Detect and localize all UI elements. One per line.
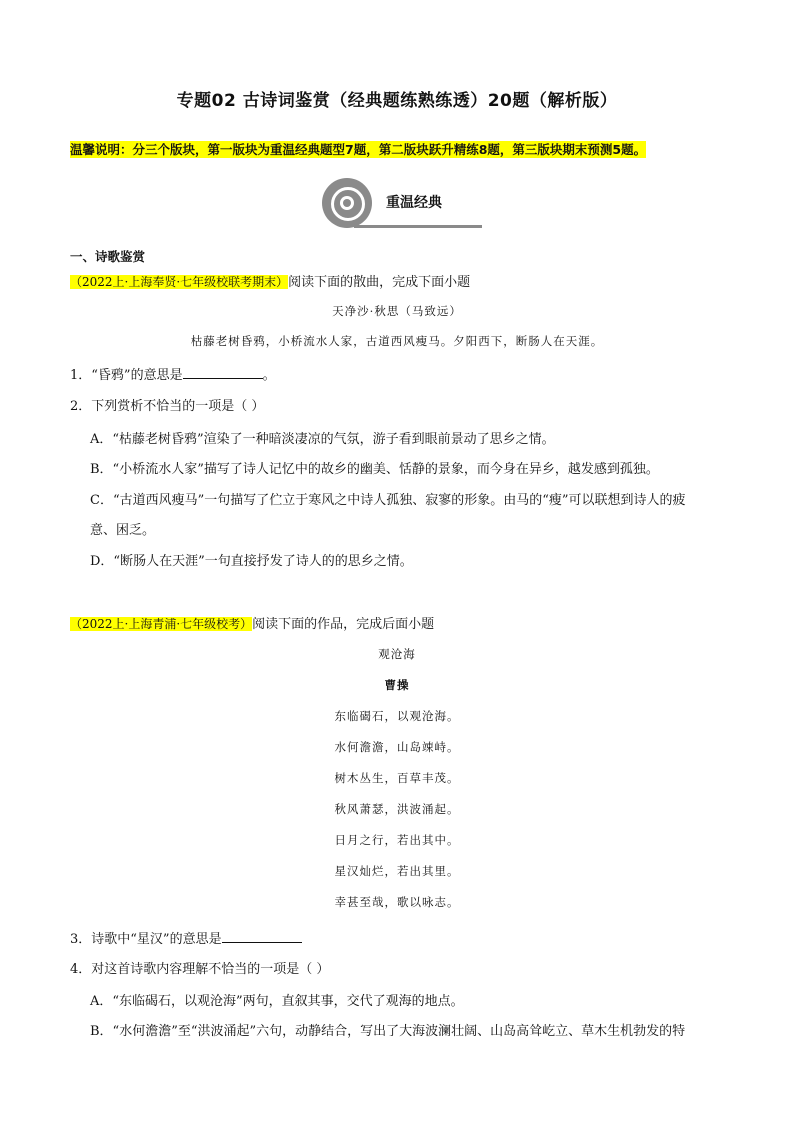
option-c: C．“古道西风瘦马”一句描写了伫立于寒风之中诗人孤独、寂寥的形象。由马的“瘦”可以联想到诗人的疲 (90, 493, 686, 508)
q1-source: （2022上·上海奉贤·七年级校联考期末） (70, 275, 289, 289)
page-title: 专题02 古诗词鉴赏（经典题练熟练透）20题（解析版） (176, 91, 618, 111)
target-icon-bullseye (343, 199, 351, 207)
option-a: A．“枯藤老树昏鸦”渲染了一种暗淡凄凉的气氛，游子看到眼前景动了思乡之情。 (90, 432, 555, 447)
question-1-prefix: 1．“昏鸦”的意思是 (70, 368, 183, 383)
option-c-continued: 意、困乏。 (90, 523, 156, 538)
poem-line: 星汉灿烂，若出其里。 (334, 864, 460, 878)
q3-source: （2022上·上海青浦·七年级校考） (70, 617, 253, 631)
question-2: 2．下列赏析不恰当的一项是（ ） (70, 399, 265, 414)
q3-poem-title: 观沧海 (378, 647, 416, 661)
notice-highlight: 温馨说明：分三个版块，第一版块为重温经典题型7题，第二版块跃升精练8题，第三版块期末预测5题。 (70, 142, 647, 157)
poem-line: 秋风萧瑟，洪波涌起。 (334, 802, 460, 816)
section-badge (322, 178, 482, 228)
section-heading: 一、诗歌鉴赏 (70, 249, 146, 264)
answer-blank (183, 366, 263, 379)
q1-poem-text: 枯藤老树昏鸦，小桥流水人家，古道西风瘦马。夕阳西下，断肠人在天涯。 (190, 334, 604, 348)
question-3-prefix: 3．诗歌中“星汉”的意思是 (70, 932, 222, 947)
q3-intro: 阅读下面的作品，完成后面小题 (252, 617, 435, 632)
q1-source-line (70, 271, 470, 290)
question-4: 4．对这首诗歌内容理解不恰当的一项是（ ） (70, 962, 330, 977)
question-1 (70, 364, 276, 383)
q3-source-line (70, 613, 434, 632)
answer-blank (222, 930, 302, 943)
q3-poem-author: 曹操 (384, 678, 410, 692)
badge-underline (354, 225, 482, 228)
poem-line: 日月之行，若出其中。 (334, 833, 460, 847)
poem-line: 东临碣石，以观沧海。 (334, 709, 460, 723)
poem-line: 树木丛生，百草丰茂。 (334, 771, 460, 785)
option-d: D．“断肠人在天涯”一句直接抒发了诗人的的思乡之情。 (90, 554, 413, 569)
notice-text (70, 140, 730, 159)
question-1-suffix: 。 (262, 368, 276, 383)
option-b: B．“水何澹澹”至“洪波涌起”六句，动静结合，写出了大海波澜壮阔、山岛高耸屹立、草木生机勃发的特 (90, 1024, 686, 1039)
question-3 (70, 928, 302, 947)
q1-poem-title: 天净沙·秋思（马致远） (332, 304, 462, 318)
q1-intro: 阅读下面的散曲，完成下面小题 (288, 275, 471, 290)
option-a: A．“东临碣石，以观沧海”两句，直叙其事，交代了观海的地点。 (90, 994, 464, 1009)
poem-line: 水何澹澹，山岛竦峙。 (334, 740, 460, 754)
badge-label: 重温经典 (386, 195, 442, 211)
poem-line: 幸甚至哉，歌以咏志。 (334, 895, 460, 909)
option-b: B．“小桥流水人家”描写了诗人记忆中的故乡的幽美、恬静的景象，而今身在异乡，越发感到孤独。 (90, 462, 659, 477)
